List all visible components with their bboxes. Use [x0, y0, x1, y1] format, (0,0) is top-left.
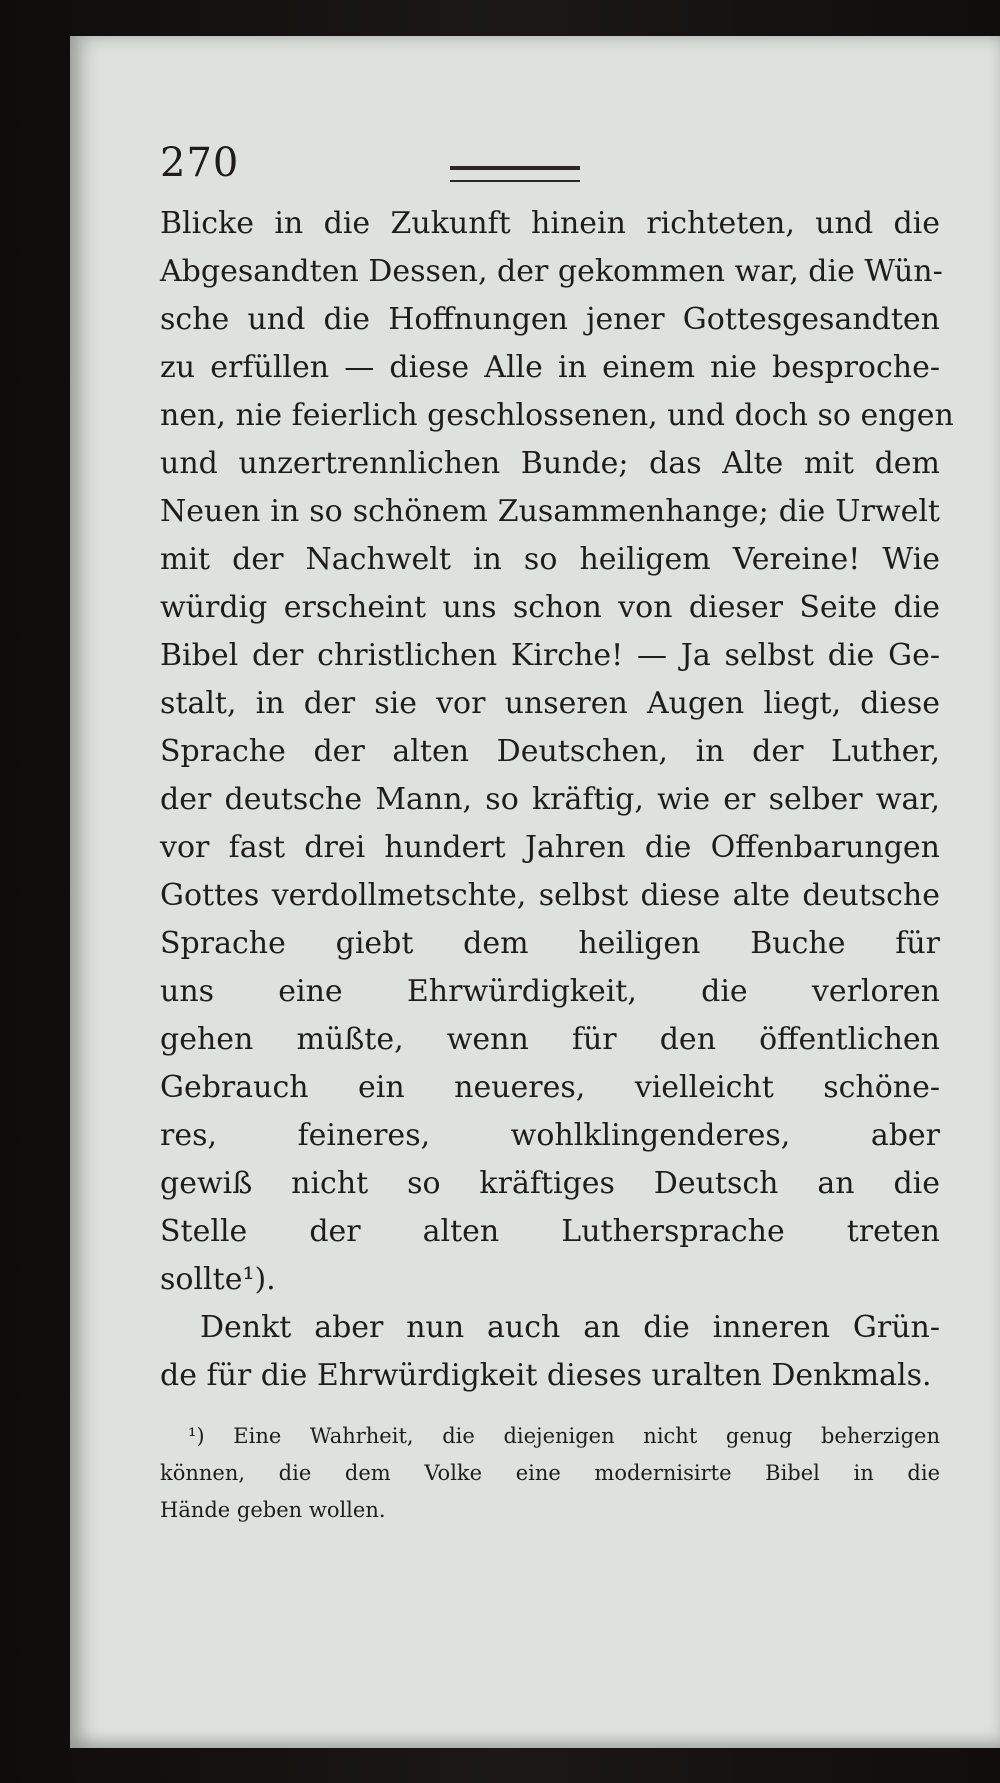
text-line: zu erfüllen — diese Alle in einem nie besproche- [160, 350, 940, 385]
footnote-line: Hände geben wollen. [160, 1498, 386, 1522]
text-line: vor fast drei hundert Jahren die Offenbarungen [160, 830, 940, 865]
text-line: gehen müßte, wenn für den öffentlichen [160, 1022, 940, 1057]
text-line: und unzertrennlichen Bunde; das Alte mit dem [160, 446, 940, 481]
text-line: sollte¹). [160, 1262, 276, 1297]
page-number: 270 [160, 140, 240, 186]
text-line: mit der Nachwelt in so heiligem Vereine! Wie [160, 542, 940, 577]
text-line: Neuen in so schönem Zusammenhange; die Urwelt [160, 494, 940, 529]
text-line: würdig erscheint uns schon von dieser Seite die [160, 590, 940, 625]
text-line: Abgesandten Dessen, der gekommen war, die Wün- [160, 254, 943, 289]
header-ornament-rule [450, 166, 580, 182]
text-line: Blicke in die Zukunft hinein richteten, und die [160, 206, 940, 241]
text-line: uns eine Ehrwürdigkeit, die verloren [160, 974, 940, 1009]
text-line: Denkt aber nun auch an die inneren Grün- [200, 1310, 940, 1345]
text-line: Sprache giebt dem heiligen Buche für [160, 926, 940, 961]
text-line: Bibel der christlichen Kirche! — Ja selbst die Ge- [160, 638, 940, 673]
text-line: Gebrauch ein neueres, vielleicht schöne- [160, 1070, 940, 1105]
text-line: Sprache der alten Deutschen, in der Luther, [160, 734, 940, 769]
footnote [160, 1418, 940, 1529]
text-line: res, feineres, wohlklingenderes, aber [160, 1118, 940, 1153]
text-line: sche und die Hoffnungen jener Gottesgesandten [160, 302, 940, 337]
body-text [160, 200, 954, 1400]
page-header [160, 140, 940, 200]
text-line: stalt, in der sie vor unseren Augen liegt, diese [160, 686, 940, 721]
text-line: de für die Ehrwürdigkeit dieses uralten Denkmals. [160, 1358, 932, 1393]
footnote-line: können, die dem Volke eine modernisirte Bibel in die [160, 1461, 940, 1485]
text-line: gewiß nicht so kräftiges Deutsch an die [160, 1166, 940, 1201]
text-line: Gottes verdollmetschte, selbst diese alte deutsche [160, 878, 940, 913]
text-line: nen, nie feierlich geschlossenen, und doch so engen [160, 398, 954, 433]
footnote-line: ¹) Eine Wahrheit, die diejenigen nicht genug beherzigen [188, 1424, 940, 1448]
text-line: der deutsche Mann, so kräftig, wie er selber war, [160, 782, 940, 817]
text-line: Stelle der alten Luthersprache treten [160, 1214, 940, 1249]
